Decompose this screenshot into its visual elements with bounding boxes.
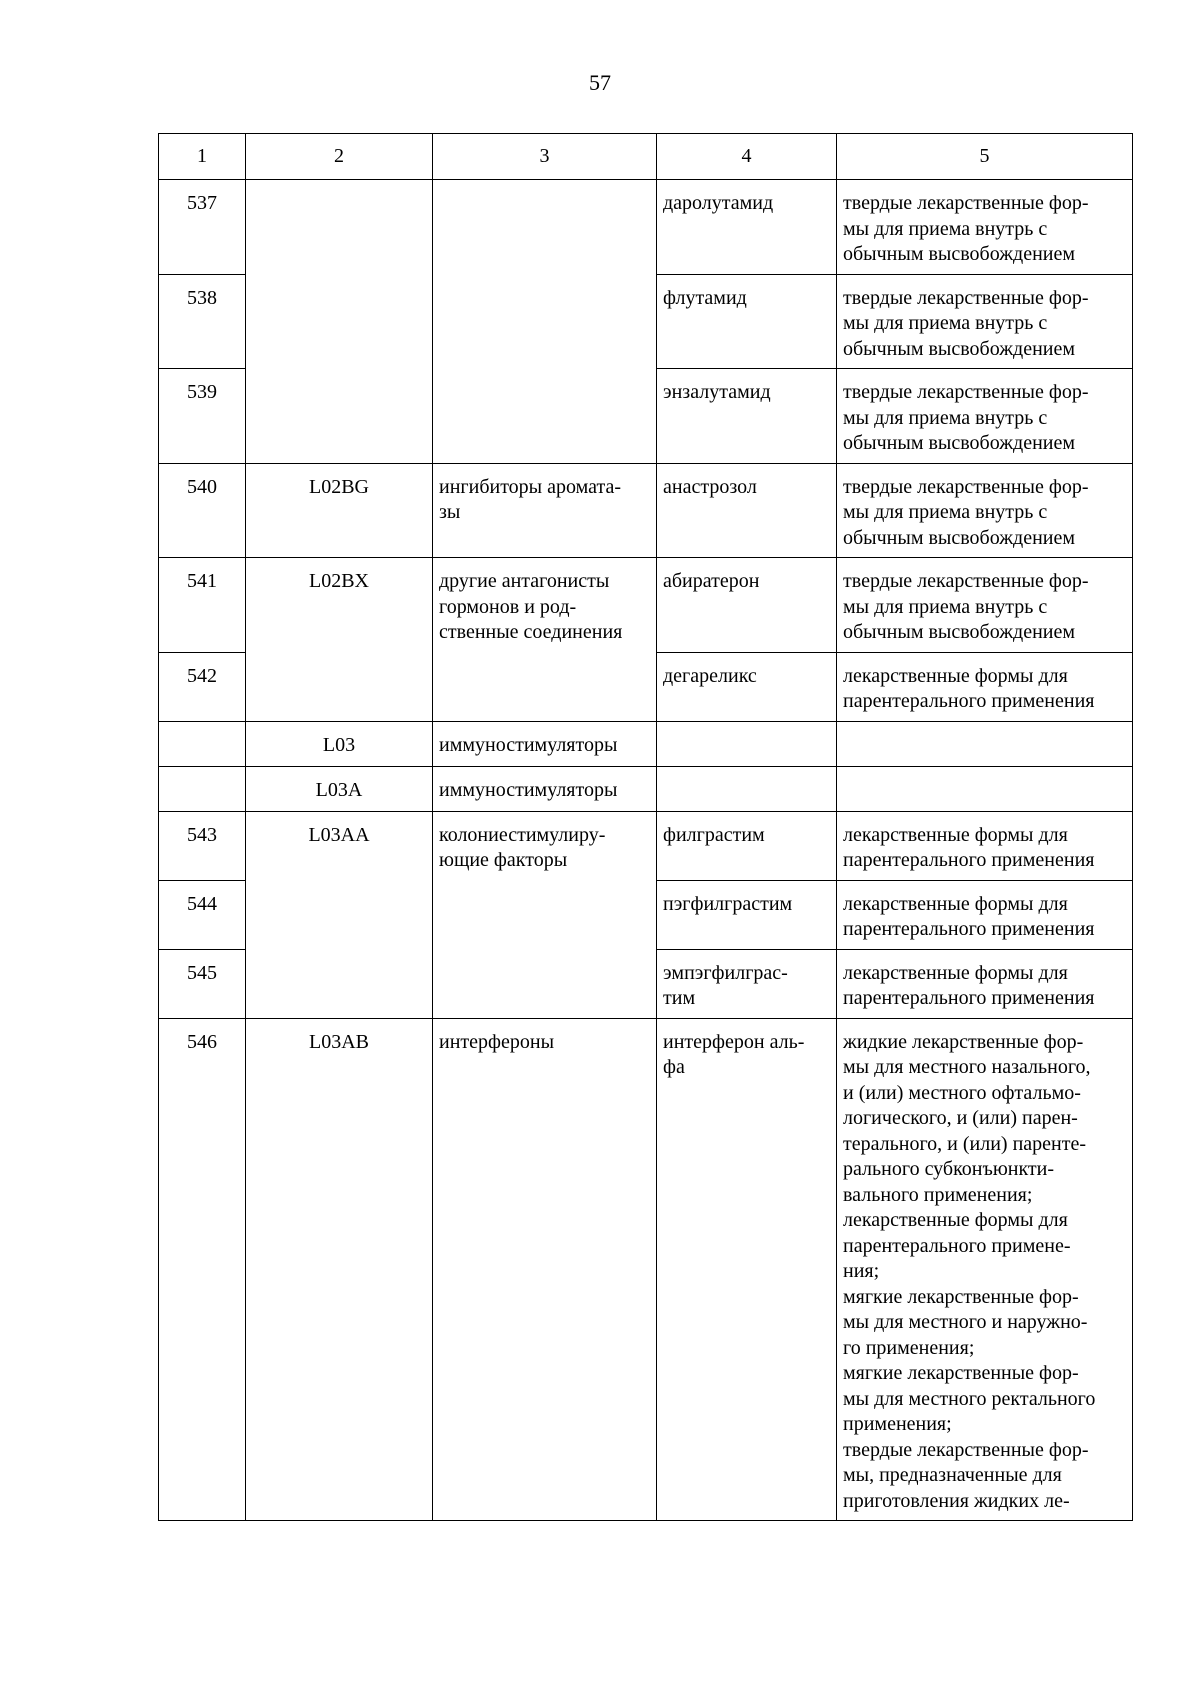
row-number: 537 xyxy=(159,180,246,275)
atc-code: L03AA xyxy=(246,811,433,1018)
dosage-form: твердые лекарственные фор- мы для приема внутрь с обычным высвобождением xyxy=(837,274,1133,369)
group-name: иммуностимуляторы xyxy=(433,721,657,766)
atc-code xyxy=(246,180,433,464)
group-name: другие антагонисты гормонов и род- ственные соединения xyxy=(433,558,657,722)
dosage-form: жидкие лекарственные фор- мы для местного назального, и (или) местного офтальмо- логического, и (или) парен- терального, и (или) паренте- рального субконъюнкти- вального применения; лекарственные формы для парентерального примене- ния; мягкие лекарственные фор- мы для местного и наружно- го применения; мягкие лекарственные фор- мы для местного ректального применения; твердые лекарственные фор- мы, предназначенные для приготовления жидких ле- xyxy=(837,1018,1133,1521)
substance-name: дегареликс xyxy=(657,652,837,721)
group-name: иммуностимуляторы xyxy=(433,766,657,811)
row-number: 539 xyxy=(159,369,246,464)
substance-name: энзалутамид xyxy=(657,369,837,464)
table-row xyxy=(159,811,1133,880)
group-name: колониестимулиру- ющие факторы xyxy=(433,811,657,1018)
drug-table xyxy=(158,133,1133,1521)
group-name: интерфероны xyxy=(433,1018,657,1521)
row-number: 543 xyxy=(159,811,246,880)
atc-code: L03A xyxy=(246,766,433,811)
substance-name xyxy=(657,766,837,811)
header-cell: 3 xyxy=(433,134,657,180)
dosage-form: твердые лекарственные фор- мы для приема внутрь с обычным высвобождением xyxy=(837,558,1133,653)
substance-name: интерферон аль- фа xyxy=(657,1018,837,1521)
substance-name: филграстим xyxy=(657,811,837,880)
atc-code: L03 xyxy=(246,721,433,766)
substance-name: флутамид xyxy=(657,274,837,369)
row-number xyxy=(159,721,246,766)
substance-name: абиратерон xyxy=(657,558,837,653)
table-row xyxy=(159,766,1133,811)
header-cell: 2 xyxy=(246,134,433,180)
dosage-form: лекарственные формы для парентерального применения xyxy=(837,880,1133,949)
substance-name: пэгфилграстим xyxy=(657,880,837,949)
row-number: 540 xyxy=(159,463,246,558)
group-name: ингибиторы аромата- зы xyxy=(433,463,657,558)
dosage-form: лекарственные формы для парентерального применения xyxy=(837,949,1133,1018)
substance-name xyxy=(657,721,837,766)
row-number xyxy=(159,766,246,811)
dosage-form: лекарственные формы для парентерального применения xyxy=(837,811,1133,880)
table-row xyxy=(159,721,1133,766)
atc-code: L03AB xyxy=(246,1018,433,1521)
header-row xyxy=(159,134,1133,180)
substance-name: даролутамид xyxy=(657,180,837,275)
row-number: 541 xyxy=(159,558,246,653)
header-cell: 5 xyxy=(837,134,1133,180)
header-cell: 4 xyxy=(657,134,837,180)
dosage-form xyxy=(837,766,1133,811)
table-row xyxy=(159,1018,1133,1521)
table-row xyxy=(159,463,1133,558)
substance-name: анастрозол xyxy=(657,463,837,558)
row-number: 545 xyxy=(159,949,246,1018)
dosage-form: лекарственные формы для парентерального применения xyxy=(837,652,1133,721)
substance-name: эмпэгфилграс- тим xyxy=(657,949,837,1018)
row-number: 546 xyxy=(159,1018,246,1521)
table-row xyxy=(159,180,1133,275)
dosage-form: твердые лекарственные фор- мы для приема внутрь с обычным высвобождением xyxy=(837,369,1133,464)
dosage-form: твердые лекарственные фор- мы для приема внутрь с обычным высвобождением xyxy=(837,463,1133,558)
row-number: 542 xyxy=(159,652,246,721)
table-row xyxy=(159,558,1133,653)
dosage-form: твердые лекарственные фор- мы для приема внутрь с обычным высвобождением xyxy=(837,180,1133,275)
atc-code: L02BX xyxy=(246,558,433,722)
row-number: 544 xyxy=(159,880,246,949)
group-name xyxy=(433,180,657,464)
atc-code: L02BG xyxy=(246,463,433,558)
dosage-form xyxy=(837,721,1133,766)
header-cell: 1 xyxy=(159,134,246,180)
row-number: 538 xyxy=(159,274,246,369)
page-number: 57 xyxy=(589,70,611,95)
